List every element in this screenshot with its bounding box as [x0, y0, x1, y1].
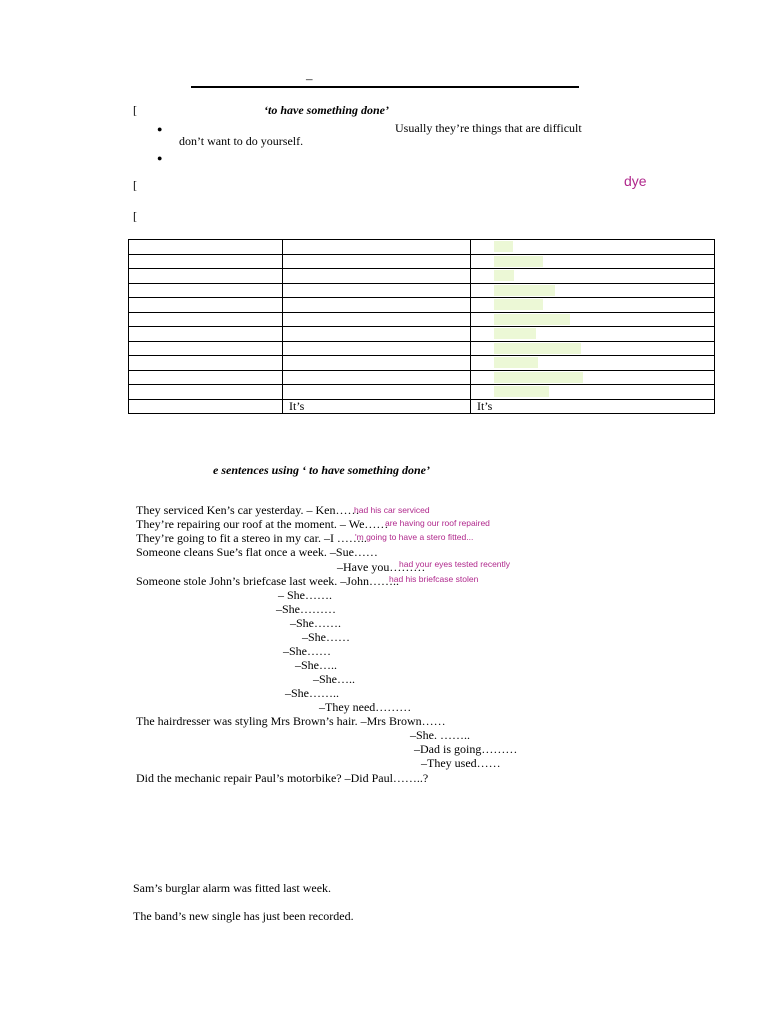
table-cell-col2	[283, 298, 471, 313]
exercise-line-9: –She…….	[290, 616, 341, 630]
table-cell-col1	[129, 298, 283, 313]
table-cell-col2	[283, 327, 471, 342]
exercise-line-17: –She. ……..	[410, 728, 470, 742]
table-row	[129, 269, 715, 284]
answer-annotation-5: had his briefcase stolen	[389, 574, 479, 584]
table-cell-col2	[283, 254, 471, 269]
table-cell-col3	[471, 370, 715, 385]
section-bracket: [	[133, 209, 137, 223]
bullet1-continuation: don’t want to do yourself.	[179, 134, 304, 148]
table-row	[129, 370, 715, 385]
table-cell-col1	[129, 254, 283, 269]
exercise-line-10: –She……	[302, 630, 350, 644]
table-cell-col1	[129, 269, 283, 284]
section-heading: ‘to have something done’	[264, 103, 389, 117]
answer-highlight	[494, 357, 538, 368]
table-cell-col2	[283, 370, 471, 385]
answer-highlight	[494, 299, 543, 310]
section-bracket: [	[133, 103, 137, 117]
table-cell-col3	[471, 327, 715, 342]
bullet-icon: ●	[157, 153, 163, 163]
table-cell-col3	[471, 356, 715, 371]
table-cell-col2	[283, 283, 471, 298]
table-cell-col3	[471, 254, 715, 269]
table-cell-col1	[129, 385, 283, 400]
answer-highlight	[494, 270, 514, 281]
passive-line-1: Sam’s burglar alarm was fitted last week.	[133, 881, 332, 895]
exercise-line-3: They’re going to fit a stereo in my car. –I ……..	[136, 531, 367, 545]
table-row	[129, 298, 715, 313]
table-row	[129, 327, 715, 342]
answer-annotation-2: are having our roof repaired	[385, 518, 490, 528]
table-cell-col1	[129, 240, 283, 255]
table-cell-col3	[471, 385, 715, 400]
table-cell-col1	[129, 341, 283, 356]
exercise-line-19: –They used……	[421, 756, 501, 770]
table-row	[129, 385, 715, 400]
table-row	[129, 240, 715, 255]
answer-highlight	[494, 241, 513, 252]
table-row	[129, 399, 715, 414]
table-cell-col3	[471, 312, 715, 327]
passive-line-2: The band’s new single has just been recorded.	[133, 909, 354, 923]
exercise-line-6: Someone stole John’s briefcase last week. –John……..	[136, 574, 399, 588]
answer-highlight	[494, 256, 543, 267]
vocab-table	[128, 239, 715, 414]
table-cell-col1	[129, 399, 283, 414]
table-cell-col1	[129, 283, 283, 298]
answer-highlight	[494, 314, 570, 325]
table-row	[129, 341, 715, 356]
table-cell-col3	[471, 283, 715, 298]
exercise-line-12: –She…..	[295, 658, 337, 672]
table-cell-col1	[129, 356, 283, 371]
answer-annotation-1: had his car serviced	[354, 505, 430, 515]
exercise-line-5: –Have you………	[337, 560, 426, 574]
table-cell-col3	[471, 341, 715, 356]
exercise-line-11: –She……	[283, 644, 331, 658]
table-row	[129, 254, 715, 269]
answer-highlight	[494, 386, 549, 397]
table-cell-col2: It’s	[283, 399, 471, 414]
table-cell-col2	[283, 385, 471, 400]
answer-annotation-4: had your eyes tested recently	[399, 559, 511, 569]
bullet-icon: ●	[157, 124, 163, 134]
exercise-line-4: Someone cleans Sue’s flat once a week. –Sue……	[136, 545, 378, 559]
table-cell-col1	[129, 312, 283, 327]
table-cell-col3	[471, 399, 715, 414]
table-cell-col2	[283, 240, 471, 255]
table-row	[129, 312, 715, 327]
exercise-line-15: –They need………	[319, 700, 412, 714]
table-row	[129, 283, 715, 298]
section-bracket: [	[133, 178, 137, 192]
exercise-line-14: –She……..	[285, 686, 339, 700]
exercise-line-8: –She………	[276, 602, 336, 616]
exercise-line-13: –She…..	[313, 672, 355, 686]
table-cell-col2	[283, 341, 471, 356]
table-cell-col3	[471, 240, 715, 255]
table-cell-col2	[283, 312, 471, 327]
table-cell-text: It’s	[477, 399, 493, 413]
table-cell-col3	[471, 269, 715, 284]
table-cell-col2	[283, 356, 471, 371]
table-cell-col2	[283, 269, 471, 284]
table-row	[129, 356, 715, 371]
exercise-line-16: The hairdresser was styling Mrs Brown’s hair. –Mrs Brown……	[136, 714, 446, 728]
exercise-line-2: They’re repairing our roof at the moment. – We……	[136, 517, 389, 531]
answer-highlight	[494, 343, 581, 354]
bullet1-text: Usually they’re things that are difficult	[395, 121, 582, 135]
exercise-heading: e sentences using ‘ to have something done’	[213, 463, 431, 477]
exercise-line-7: – She…….	[278, 588, 332, 602]
table-cell-col3	[471, 298, 715, 313]
exercise-line-20: Did the mechanic repair Paul’s motorbike? –Did Paul……..?	[136, 771, 429, 785]
exercise-line-1: They serviced Ken’s car yesterday. – Ken……	[136, 503, 360, 517]
dye-annotation: dye	[624, 173, 647, 189]
answer-highlight	[494, 372, 583, 383]
title-underline	[191, 86, 579, 88]
table-cell-col1	[129, 327, 283, 342]
answer-highlight	[494, 285, 555, 296]
answer-annotation-3: 'm going to have a stero fitted...	[355, 532, 474, 542]
title-dash: –	[306, 71, 313, 86]
table-cell-col1	[129, 370, 283, 385]
answer-highlight	[494, 328, 536, 339]
exercise-line-18: –Dad is going………	[414, 742, 518, 756]
